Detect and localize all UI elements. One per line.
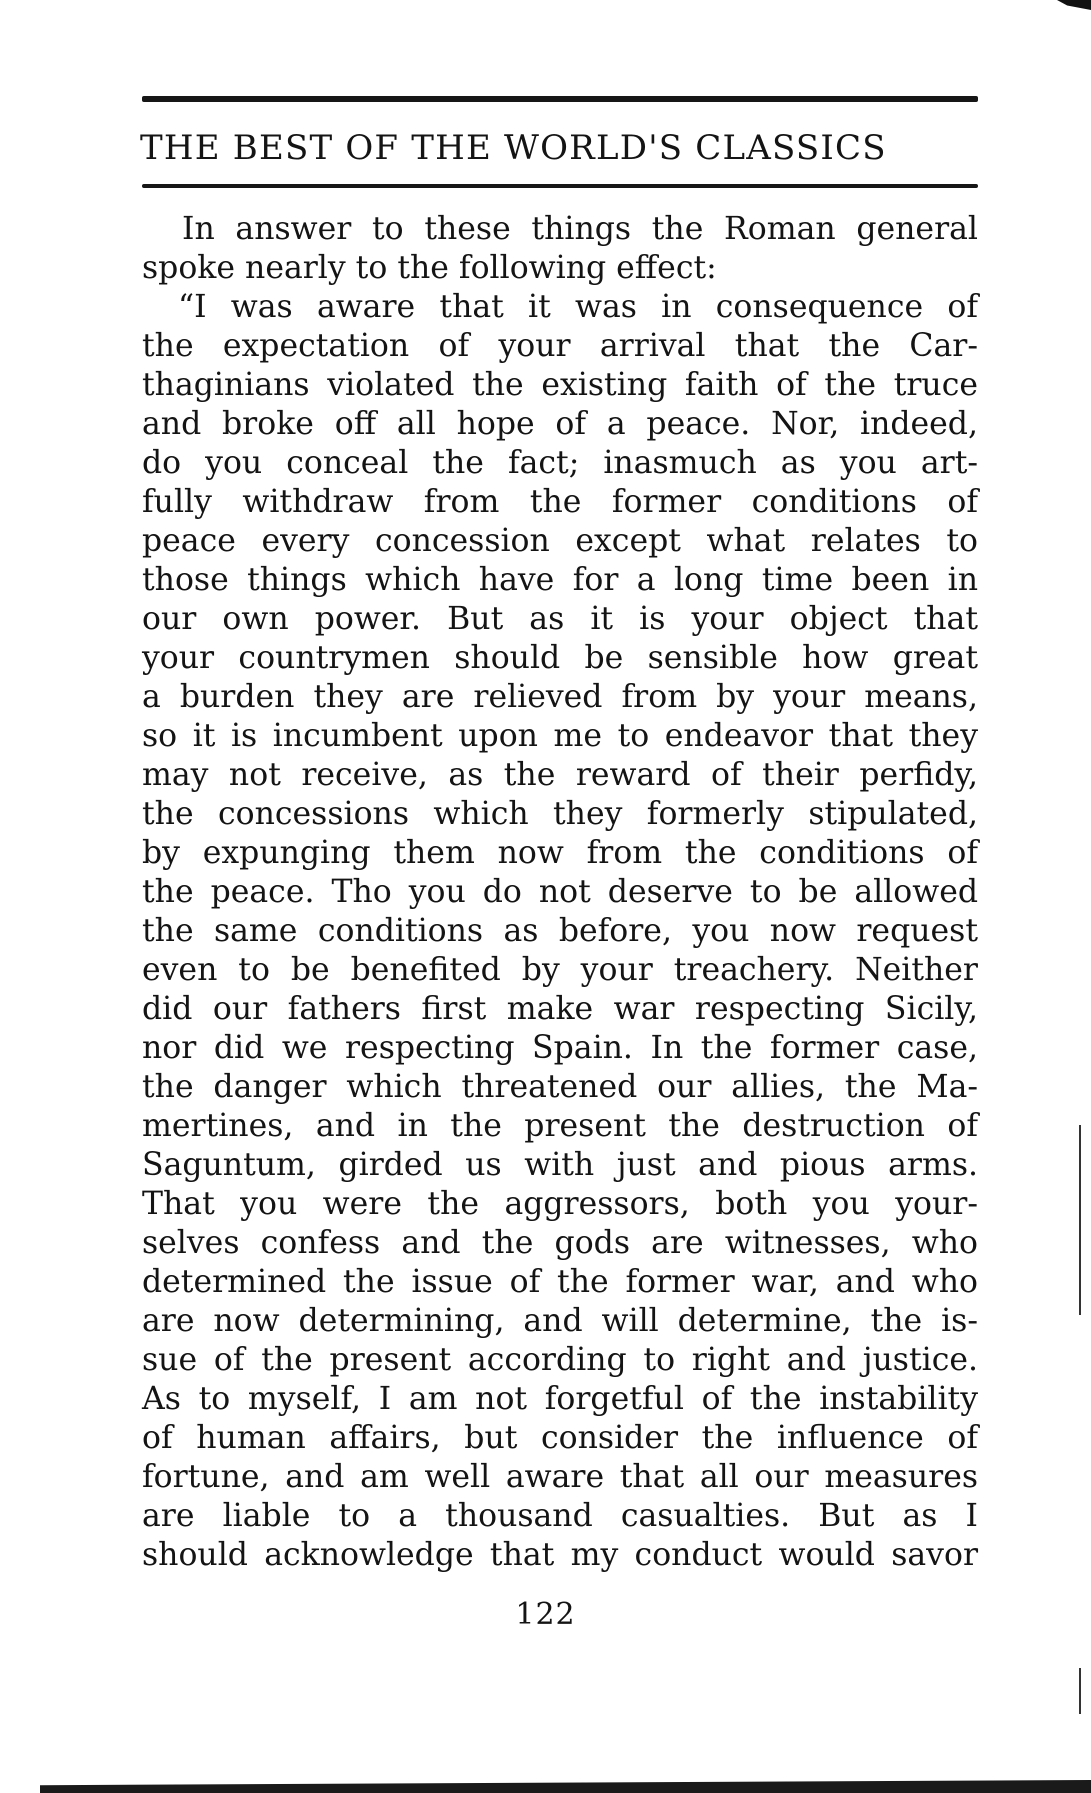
text-line: your countrymen should be sensible how great bbox=[142, 640, 978, 676]
text-line: spoke nearly to the following effect: bbox=[142, 250, 717, 286]
text-line: should acknowledge that my conduct would savor bbox=[142, 1537, 978, 1573]
text-line: “I was aware that it was in consequence of bbox=[178, 289, 978, 325]
margin-scan-mark bbox=[1079, 1125, 1081, 1315]
text-line: peace every concession except what relates to bbox=[142, 523, 978, 559]
running-header: THE BEST OF THE WORLD'S CLASSICS bbox=[140, 128, 887, 168]
text-line: sue of the present according to right and justice. bbox=[142, 1342, 978, 1378]
text-line: did our fathers first make war respecting Sicily, bbox=[142, 991, 978, 1027]
text-line: of human affairs, but consider the influence of bbox=[142, 1420, 978, 1456]
text-line: the peace. Tho you do not deserve to be allowed bbox=[142, 874, 978, 910]
text-line: even to be benefited by your treachery. Neither bbox=[142, 952, 978, 988]
text-line: may not receive, as the reward of their perfidy, bbox=[142, 757, 978, 793]
text-line: so it is incumbent upon me to endeavor that they bbox=[142, 718, 978, 754]
text-line: a burden they are relieved from by your means, bbox=[142, 679, 978, 715]
text-line: the danger which threatened our allies, the Ma- bbox=[142, 1069, 978, 1105]
text-line: do you conceal the fact; inasmuch as you art- bbox=[142, 445, 978, 481]
text-line: Saguntum, girded us with just and pious arms. bbox=[142, 1147, 978, 1183]
text-line: the same conditions as before, you now request bbox=[142, 913, 978, 949]
text-line: fully withdraw from the former conditions of bbox=[142, 484, 978, 520]
page-number: 122 bbox=[515, 1597, 576, 1632]
text-line: selves confess and the gods are witnesses, who bbox=[142, 1225, 978, 1261]
text-line: In answer to these things the Roman general bbox=[182, 211, 978, 247]
text-line: That you were the aggressors, both you your- bbox=[142, 1186, 978, 1222]
text-line: are liable to a thousand casualties. But as I bbox=[142, 1498, 978, 1534]
header-top-rule bbox=[142, 96, 978, 102]
text-line: are now determining, and will determine, the is- bbox=[142, 1303, 978, 1339]
header-bottom-rule bbox=[142, 184, 978, 188]
text-line: mertines, and in the present the destruction of bbox=[142, 1108, 978, 1144]
text-line: and broke off all hope of a peace. Nor, indeed, bbox=[142, 406, 978, 442]
corner-scan-mark bbox=[1057, 0, 1091, 10]
text-line: As to myself, I am not forgetful of the instability bbox=[142, 1381, 978, 1417]
text-line: fortune, and am well aware that all our measures bbox=[142, 1459, 978, 1495]
text-line: by expunging them now from the conditions of bbox=[142, 835, 978, 871]
text-line: determined the issue of the former war, and who bbox=[142, 1264, 978, 1300]
text-line: our own power. But as it is your object that bbox=[142, 601, 978, 637]
text-line: the concessions which they formerly stipulated, bbox=[142, 796, 978, 832]
body-text bbox=[142, 210, 978, 1575]
text-line: the expectation of your arrival that the Car- bbox=[142, 328, 978, 364]
text-line: those things which have for a long time been in bbox=[142, 562, 978, 598]
margin-scan-mark bbox=[1079, 1668, 1081, 1714]
text-line: thaginians violated the existing faith of the truce bbox=[142, 367, 978, 403]
text-line: nor did we respecting Spain. In the former case, bbox=[142, 1030, 978, 1066]
bottom-scan-edge bbox=[40, 1780, 1091, 1793]
